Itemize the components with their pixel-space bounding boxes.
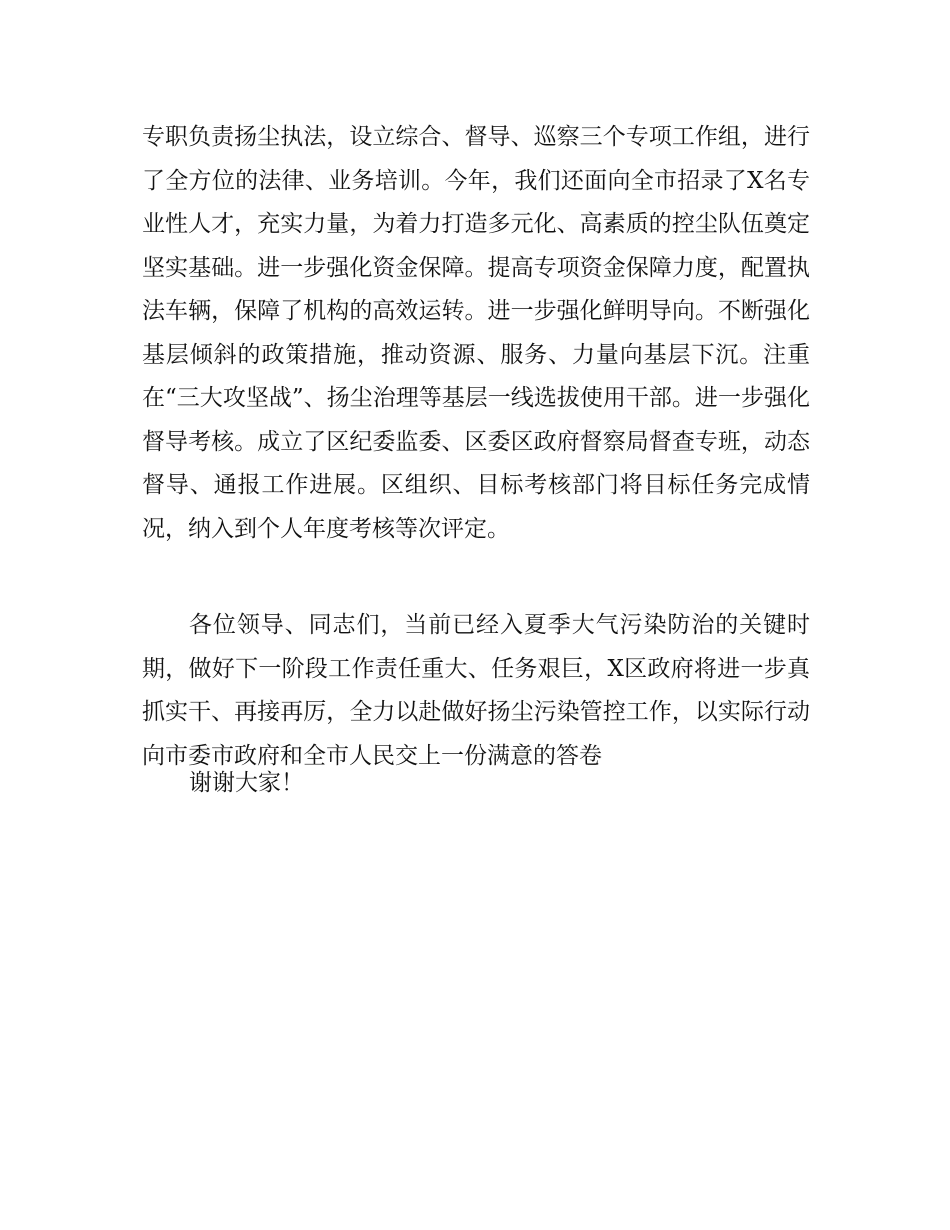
body-paragraph-1: 专职负责扬尘执法，设立综合、督导、巡察三个专项工作组，进行了全方位的法律、业务培训。今年，我们还面向全市招录了X名专业性人才，充实力量，为着力打造多元化、高素质的控尘队伍奠定坚实基础。进一步强化资金保障。提高专项资金保障力度，配置执法车辆，保障了机构的高效运转。进一步强化鲜明导向。不断强化基层倾斜的政策措施，推动资源、服务、力量向基层下沉。注重在“三大攻坚战”、扬尘治理等基层一线选拔使用干部。进一步强化督导考核。成立了区纪委监委、区委区政府督察局督查专班，动态督导、通报工作进展。区组织、目标考核部门将目标任务完成情况，纳入到个人年度考核等次评定。 [142, 124, 810, 542]
body-paragraph-2: 各位领导、同志们，当前已经入夏季大气污染防治的关键时期，做好下一阶段工作责任重大、任务艰巨，X区政府将进一步真抓实干、再接再厉，全力以赴做好扬尘污染管控工作，以实际行动向市委市政府和全市人民交上一份满意的答卷 [142, 612, 810, 769]
closing-remark: 谢谢大家！ [189, 770, 304, 796]
